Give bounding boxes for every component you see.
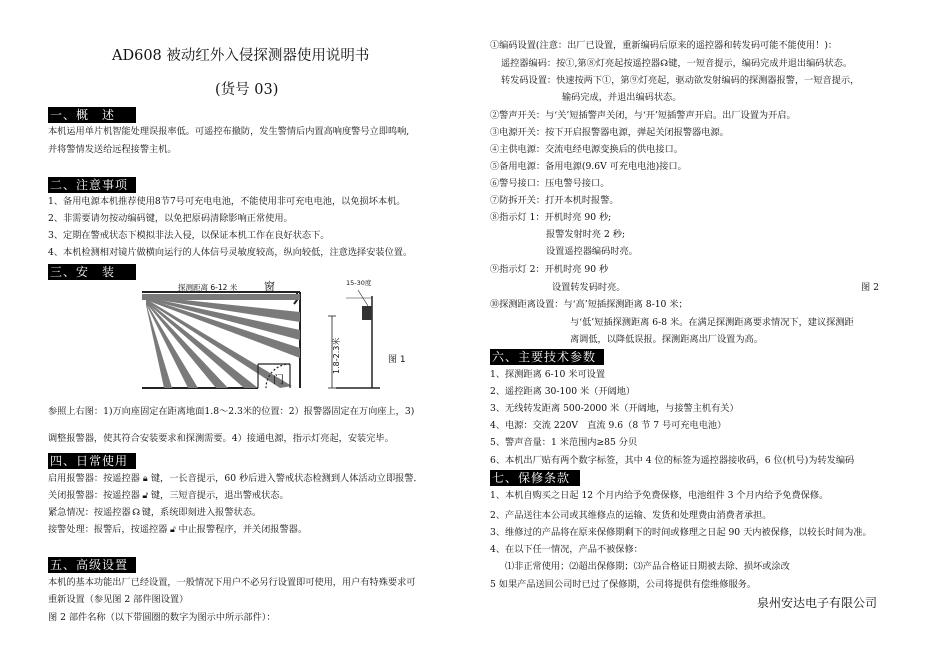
tamper-switch-text: ⑦防拆开关：打开本机时报警。: [490, 195, 619, 206]
daily-use-response-b: 中止报警程序，并关闭报警器。: [178, 524, 308, 535]
led2-text-2: 设置转发码时亮。: [552, 282, 626, 293]
install-text-2: 调整报警器，使其符合安装要求和探测需要。4）接通电源，指示灯亮起，安装完毕。: [48, 433, 394, 444]
alarm-icon: ☊: [132, 507, 141, 518]
led1-text-2: 报警发射时亮 2 秒;: [546, 229, 626, 240]
led1-text: ⑧指示灯 1：开机时亮 90 秒;: [490, 212, 612, 223]
section-warranty-heading: 七、保修条款: [490, 470, 580, 486]
daily-use-disarm: [48, 490, 289, 502]
unlock-icon: 🔓︎: [142, 490, 149, 501]
spec-item-2: 2、遥控距离 30-100 米（开阔地）: [490, 386, 636, 397]
figure-1-label: 图 1: [388, 355, 406, 365]
document-title: AD608 被动红外入侵探测器使用说明书: [112, 48, 370, 64]
angle-label: 15-30度: [346, 279, 372, 287]
daily-use-arm: [48, 473, 423, 485]
notes-item-3: 3、定期在警戒状态下模拟非法入侵，以保证本机工作在良好状态下。: [48, 230, 330, 241]
power-switch-text: ③电源开关：按下开启报警器电源，弹起关闭报警器电源。: [490, 127, 729, 138]
spec-item-3: 3、无线转发距离 500-2000 米（开阔地，与接警主机有关）: [490, 403, 739, 414]
coding-setup-title: ①编码设置(注意：出厂已设置，重新编码后原来的遥控器和转发码可能不能使用！)：: [490, 40, 838, 51]
warranty-item-5: 5 如果产品送回公司时已过了保修期，公司将提供有偿维修服务。: [490, 579, 757, 590]
forward-code-text-2: 输码完成，并退出编码状态。: [562, 92, 682, 103]
daily-use-response-a: 接警处理：报警后，按遥控器: [48, 524, 168, 535]
notes-item-1: 1、备用电源本机推荐使用8节7号可充电电池，不能使用非可充电电池，以免损坏本机。: [48, 196, 406, 207]
section-specs-heading: 六、主要技术参数: [490, 349, 604, 365]
warranty-item-1: 1、本机自购买之日起 12 个月内给予免费保修，电池组件 3 个月内给予免费保修。: [490, 490, 829, 501]
main-power-text: ④主供电源：交流电经电源变换后的供电接口。: [490, 144, 683, 155]
company-name: 泉州安达电子有限公司: [757, 596, 878, 610]
spec-item-1: 1、探测距离 6-10 米可设置: [490, 369, 606, 380]
advanced-text-3: 图 2 部件名称（以下带圆圈的数字为图示中所示部件）：: [48, 612, 276, 623]
height-label: 1.8-2.3米: [332, 337, 341, 374]
section-install-heading: 三、安 装: [48, 264, 136, 280]
installation-diagram: [140, 276, 440, 394]
section-daily-use-heading: 四、日常使用: [48, 453, 136, 469]
siren-switch-text: ②警声开关：与‘关’短插警声关闭，与‘开’短插警声开启。出厂设置为开启。: [490, 110, 796, 121]
range-setting-text: ⑩探测距离设置：与‘高’短插探测距离 8-10 米；: [490, 299, 688, 310]
advanced-text-2: 重新设置（参见图 2 部件图设置）: [48, 594, 189, 605]
forward-code-text: 转发码设置：快速按两下①，第⑨灯亮起，驱动欲发射编码的探测器报警，一短音提示，: [501, 75, 860, 86]
overview-text-1: 本机运用单片机智能处理误报率低。可遥控布撤防，发生警情后内置高响度警号立即鸣响,: [48, 126, 410, 137]
daily-use-emergency-b: 键，系统即刻进入报警状态。: [141, 507, 262, 518]
siren-port-text: ⑥警号接口：压电警号接口。: [490, 178, 610, 189]
door-label: 门: [273, 373, 284, 386]
figure-2-label: 图 2: [861, 282, 879, 293]
notes-item-2: 2、非需要请勿按动编码键，以免把原码清除影响正常使用。: [48, 213, 293, 224]
range-setting-text-2: 与‘低’短插探测距离 6-8 米。在满足探测距离要求情况下，建议探测距: [570, 317, 854, 328]
detector-unit: [362, 306, 372, 320]
daily-use-emergency: [48, 507, 261, 519]
advanced-text-1: 本机的基本功能出厂已经设置，一般情况下用户不必另行设置即可使用，用户有特殊要求可: [48, 577, 416, 588]
daily-use-emergency-a: 紧急情况：按遥控器: [48, 507, 131, 518]
led2-text: ⑨指示灯 2：开机时亮 90 秒: [490, 264, 609, 275]
spec-item-6: 6、本机出厂贴有两个数字标签，其中 4 位的标签为遥控器接收码，6 位(机号)为转发编码: [490, 455, 855, 466]
spec-item-5: 5、警声音量：1 米范围内≥85 分贝: [490, 437, 638, 448]
warranty-item-4: 4、在以下任一情况，产品不被保修：: [490, 544, 643, 555]
daily-use-disarm-a: 关闭报警器：按遥控器: [48, 490, 140, 501]
warranty-item-2: 2、产品送往本公司或其维修点的运输、发货和处理费由消费者承担。: [490, 510, 772, 521]
notes-item-4: 4、本机检测相对镜片做横向运行的人体信号灵敏度较高，纵向较低，注意选择安装位置。: [48, 247, 413, 258]
section-notes-heading: 二、注意事项: [48, 177, 136, 193]
lock-icon: 🔒︎: [142, 473, 148, 484]
range-label: 探测距离 6-12 米: [178, 283, 238, 292]
warranty-item-4-detail: ⑴非正常使用；⑵超出保修期；⑶产品合格证日期被去除、损坏或涂改: [505, 561, 790, 572]
window-label: 窗: [264, 280, 275, 293]
overview-text-2: 并将警情发送给远程接警主机。: [48, 144, 177, 155]
section-overview-heading: 一、概 述: [48, 107, 136, 123]
document-subtitle: (货号 03): [215, 82, 279, 98]
install-text-1: 参照上右图：1)万向座固定在距离地面1.8～2.3米的位置：2）报警器固定在万向座上，3): [48, 406, 415, 417]
backup-power-text: ⑤备用电源：备用电源(9.6V 可充电电池)接口。: [490, 161, 687, 172]
range-setting-text-3: 离调低，以降低误报。探测距离出厂设置为高。: [570, 334, 763, 345]
daily-use-arm-a: 启用报警器：按遥控器: [48, 473, 140, 484]
remote-coding-text: 遥控器编码：按①,第⑧灯亮起按遥控器☊键，一短音提示，编码完成并退出编码状态。: [501, 58, 853, 69]
unlock-icon: 🔓︎: [169, 524, 176, 535]
warranty-item-3: 3、维修过的产品将在原来保修期剩下的时间或修理之日起 90 天内被保修，以较长时间为准。: [490, 527, 872, 538]
section-advanced-heading: 五、高级设置: [48, 557, 136, 573]
spec-item-4: 4、电源：交流 220V 直流 9.6（8 节 7 号可充电电池）: [490, 420, 727, 431]
daily-use-arm-b: 键，一长音提示，60 秒后进入警戒状态检测到人体活动立即报警．: [150, 473, 423, 484]
daily-use-disarm-b: 键，三短音提示，退出警戒状态。: [150, 490, 289, 501]
daily-use-response: [48, 524, 307, 536]
led1-text-3: 设置遥控器编码时亮。: [546, 246, 638, 257]
